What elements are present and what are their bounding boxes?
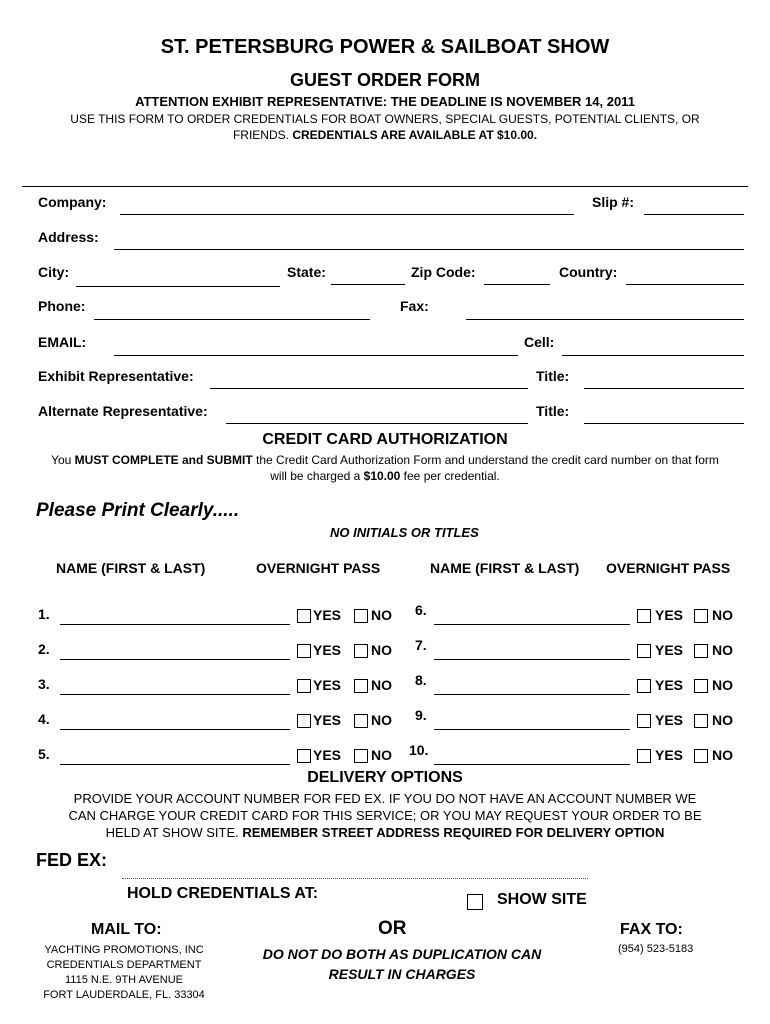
credit-text-b: MUST COMPLETE and SUBMIT (74, 453, 253, 467)
cell-field[interactable] (562, 355, 744, 356)
fax-to-heading: FAX TO: (620, 921, 683, 938)
no-label: NO (712, 677, 733, 693)
overnight-no-checkbox[interactable] (694, 749, 708, 763)
fedex-account-field[interactable] (122, 878, 588, 879)
show-site-label: SHOW SITE (497, 891, 587, 908)
overnight-yes-checkbox[interactable] (637, 609, 651, 623)
no-label: NO (371, 607, 392, 623)
overnight-no-checkbox[interactable] (354, 714, 368, 728)
guest-name-field[interactable] (60, 729, 290, 730)
mail-to-heading: MAIL TO: (91, 921, 162, 938)
mail-line: 1115 N.E. 9TH AVENUE (65, 974, 183, 986)
header-divider (22, 186, 748, 187)
overnight-no-checkbox[interactable] (354, 679, 368, 693)
guest-number: 3. (38, 676, 50, 692)
credit-card-line-2 (0, 469, 770, 483)
fax-number: (954) 523-5183 (618, 943, 694, 955)
overnight-no-checkbox[interactable] (354, 609, 368, 623)
yes-label: YES (313, 747, 342, 763)
phone-label: Phone: (38, 298, 86, 314)
no-label: NO (712, 607, 733, 623)
form-subtitle: GUEST ORDER FORM (289, 70, 480, 90)
intro-line-1: USE THIS FORM TO ORDER CREDENTIALS FOR BOAT OWNERS, SPECIAL GUESTS, POTENTIAL CLIENTS, OR (70, 112, 700, 126)
address-field[interactable] (114, 249, 744, 250)
guest-name-field[interactable] (434, 764, 630, 765)
slip-field[interactable] (644, 214, 744, 215)
no-initials-note: NO INITIALS OR TITLES (330, 525, 479, 540)
credit-text-c: the Credit Card Authorization Form and understand the credit card number on that form (252, 453, 719, 467)
or-separator: OR (378, 918, 407, 939)
address-label: Address: (38, 229, 99, 245)
fax-label: Fax: (400, 298, 429, 314)
mail-address (28, 943, 220, 1003)
fedex-label: FED EX: (36, 850, 108, 870)
guest-number: 4. (38, 711, 50, 727)
yes-label: YES (655, 747, 684, 763)
city-field[interactable] (76, 286, 280, 287)
guest-number: 6. (415, 602, 427, 618)
zip-label: Zip Code: (411, 264, 476, 280)
state-label: State: (287, 264, 326, 280)
show-site-checkbox[interactable] (467, 894, 483, 910)
guest-number: 7. (415, 637, 427, 653)
overnight-yes-checkbox[interactable] (637, 679, 651, 693)
guest-name-field[interactable] (60, 659, 290, 660)
credential-price-notice: CREDENTIALS ARE AVAILABLE AT $10.00. (292, 128, 538, 142)
overnight-no-checkbox[interactable] (694, 609, 708, 623)
guest-name-field[interactable] (434, 729, 630, 730)
no-label: NO (712, 712, 733, 728)
yes-label: YES (655, 607, 684, 623)
yes-label: YES (313, 712, 342, 728)
no-label: NO (712, 642, 733, 658)
overnight-yes-checkbox[interactable] (297, 609, 311, 623)
form-title: ST. PETERSBURG POWER & SAILBOAT SHOW (160, 36, 610, 58)
duplication-warning-2: RESULT IN CHARGES (328, 966, 476, 982)
guest-number: 2. (38, 641, 50, 657)
overnight-no-checkbox[interactable] (694, 714, 708, 728)
deadline-notice: ATTENTION EXHIBIT REPRESENTATIVE: THE DEADLINE IS NOVEMBER 14, 2011 (135, 94, 635, 109)
exhibit-rep-field[interactable] (210, 388, 528, 389)
yes-label: YES (655, 712, 684, 728)
overnight-yes-checkbox[interactable] (297, 679, 311, 693)
credit-card-heading: CREDIT CARD AUTHORIZATION (262, 431, 508, 448)
email-field[interactable] (114, 355, 518, 356)
country-field[interactable] (626, 284, 744, 285)
overnight-no-checkbox[interactable] (354, 749, 368, 763)
delivery-line-3-text: HELD AT SHOW SITE. (105, 825, 243, 840)
guest-name-field[interactable] (434, 694, 630, 695)
guest-name-field[interactable] (434, 624, 630, 625)
yes-label: YES (313, 677, 342, 693)
overnight-no-checkbox[interactable] (694, 644, 708, 658)
no-label: NO (371, 677, 392, 693)
guest-number: 5. (38, 746, 50, 762)
mail-line: YACHTING PROMOTIONS, INC (44, 944, 204, 956)
print-clearly-note: Please Print Clearly..... (36, 500, 240, 521)
slip-label: Slip #: (592, 194, 635, 210)
duplication-warning-1: DO NOT DO BOTH AS DUPLICATION CAN (262, 946, 542, 962)
guest-name-field[interactable] (60, 764, 290, 765)
no-label: NO (712, 747, 733, 763)
no-label: NO (371, 712, 392, 728)
credit-text-d: will be charged a (270, 469, 364, 483)
intro-line-2-text: FRIENDS. (232, 128, 289, 142)
zip-field[interactable] (484, 284, 550, 285)
overnight-no-checkbox[interactable] (694, 679, 708, 693)
delivery-line-1: PROVIDE YOUR ACCOUNT NUMBER FOR FED EX. IF YOU DO NOT HAVE AN ACCOUNT NUMBER WE (73, 791, 697, 806)
delivery-heading: DELIVERY OPTIONS (307, 769, 463, 786)
guest-number: 8. (415, 672, 427, 688)
no-label: NO (371, 747, 392, 763)
alternate-rep-field[interactable] (226, 423, 528, 424)
overnight-yes-checkbox[interactable] (637, 644, 651, 658)
country-label: Country: (559, 264, 618, 280)
guest-number: 10. (409, 742, 429, 758)
column-header-pass-right: OVERNIGHT PASS (606, 560, 731, 576)
exhibit-rep-label: Exhibit Representative: (38, 368, 194, 384)
credit-text-e: fee per credential. (400, 469, 500, 483)
guest-name-field[interactable] (60, 694, 290, 695)
overnight-yes-checkbox[interactable] (297, 749, 311, 763)
yes-label: YES (313, 642, 342, 658)
credit-text-a: You (51, 453, 75, 467)
column-header-name-left: NAME (FIRST & LAST) (56, 560, 206, 576)
fax-field[interactable] (466, 319, 744, 320)
overnight-yes-checkbox[interactable] (297, 644, 311, 658)
intro-line-2 (0, 128, 770, 142)
overnight-no-checkbox[interactable] (354, 644, 368, 658)
mail-line: CREDENTIALS DEPARTMENT (46, 959, 202, 971)
no-label: NO (371, 642, 392, 658)
overnight-yes-checkbox[interactable] (637, 714, 651, 728)
overnight-yes-checkbox[interactable] (637, 749, 651, 763)
yes-label: YES (655, 677, 684, 693)
yes-label: YES (655, 642, 684, 658)
city-label: City: (38, 264, 70, 280)
email-label: EMAIL: (38, 334, 87, 350)
hold-credentials-label: HOLD CREDENTIALS AT: (127, 885, 319, 902)
exhibit-rep-title-label: Title: (536, 368, 570, 384)
credit-card-line-1 (0, 453, 770, 467)
overnight-yes-checkbox[interactable] (297, 714, 311, 728)
column-header-name-right: NAME (FIRST & LAST) (430, 560, 580, 576)
alternate-rep-title-field[interactable] (584, 423, 744, 424)
guest-name-field[interactable] (434, 659, 630, 660)
delivery-line-2: CAN CHARGE YOUR CREDIT CARD FOR THIS SERVICE; OR YOU MAY REQUEST YOUR ORDER TO BE (68, 808, 702, 823)
alternate-rep-title-label: Title: (536, 403, 570, 419)
guest-name-field[interactable] (60, 624, 290, 625)
credit-fee: $10.00 (363, 469, 401, 483)
company-field[interactable] (120, 214, 574, 215)
exhibit-rep-title-field[interactable] (584, 388, 744, 389)
guest-number: 1. (38, 606, 50, 622)
alternate-rep-label: Alternate Representative: (38, 403, 208, 419)
delivery-line-3 (0, 825, 770, 840)
company-label: Company: (38, 194, 107, 210)
state-field[interactable] (331, 284, 405, 285)
mail-line: FORT LAUDERDALE, FL. 33304 (43, 989, 205, 1001)
cell-label: Cell: (524, 334, 555, 350)
phone-field[interactable] (94, 319, 370, 320)
column-header-pass-left: OVERNIGHT PASS (256, 560, 381, 576)
yes-label: YES (313, 607, 342, 623)
street-address-note: REMEMBER STREET ADDRESS REQUIRED FOR DELIVERY OPTION (242, 825, 665, 840)
guest-number: 9. (415, 707, 427, 723)
